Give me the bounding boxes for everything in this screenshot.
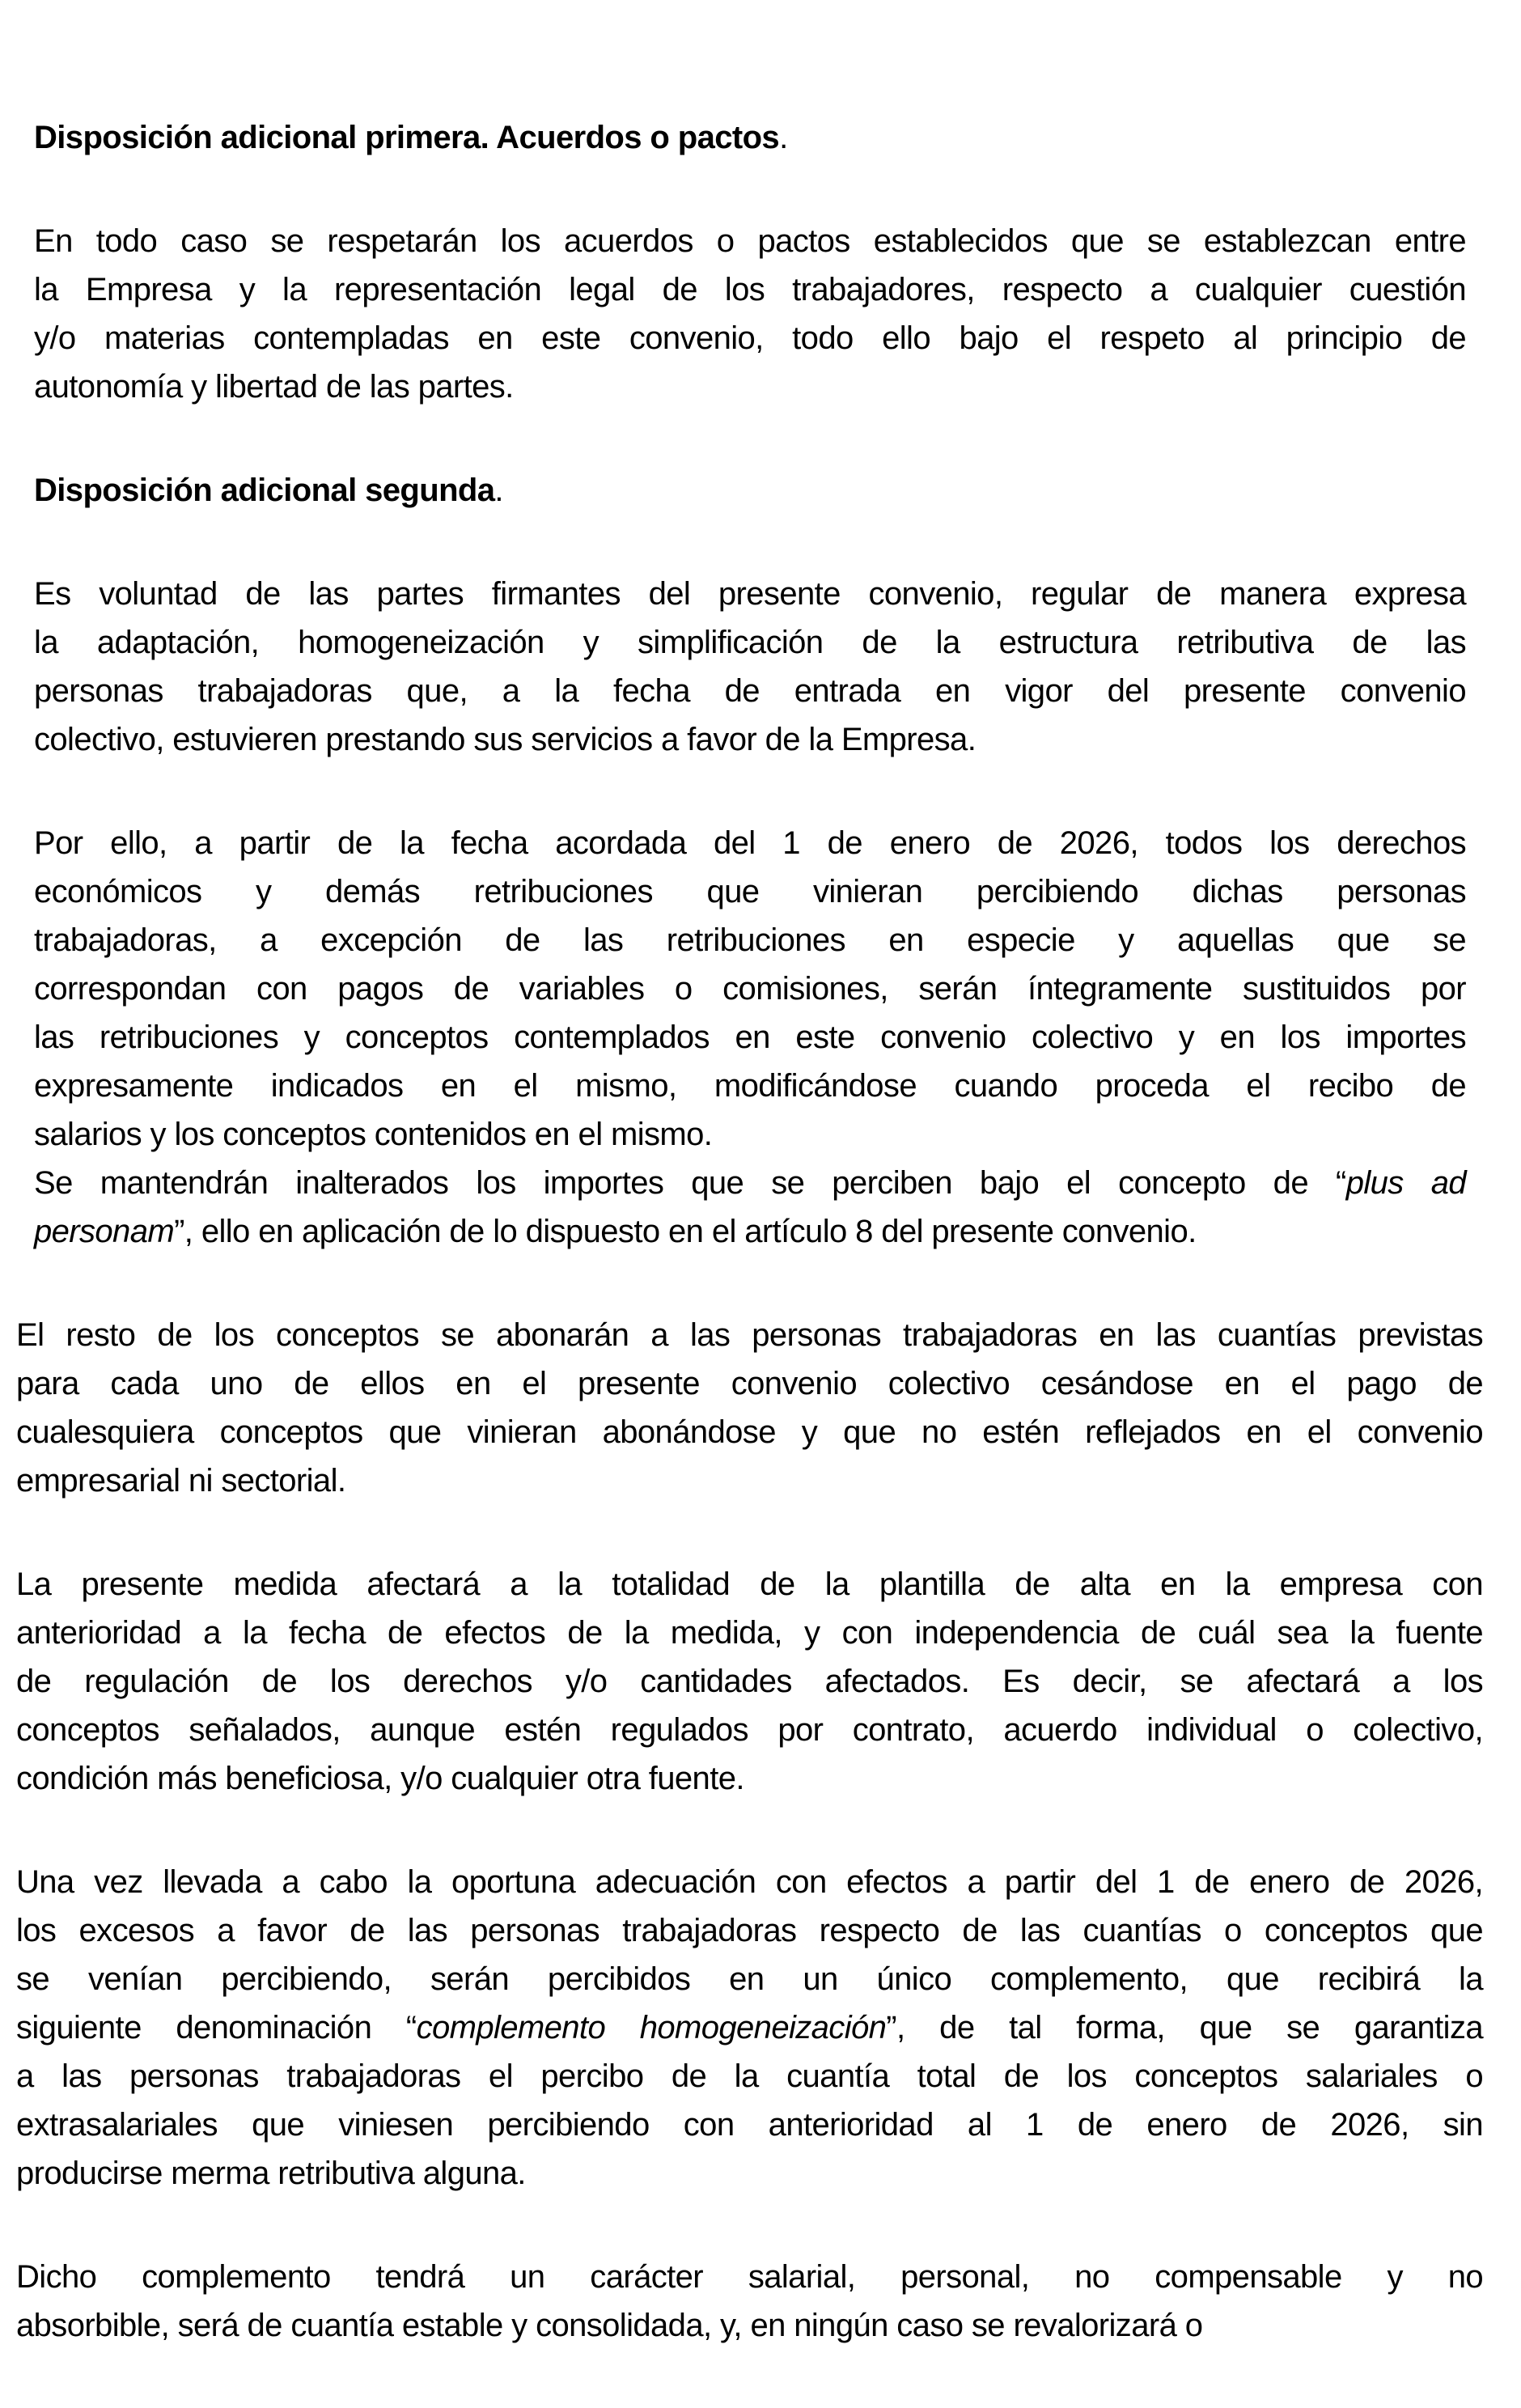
text-line xyxy=(16,2253,1483,2301)
text-segment: absorbible, será de cuantía estable y consolidada, y, en ningún caso se revalorizará o xyxy=(16,2308,1203,2343)
text-line xyxy=(34,667,1466,715)
text-segment: anterioridad a la fecha de efectos de la medida, y con independencia de cuál sea la fuente xyxy=(16,1615,1483,1651)
text-segment: siguiente denominación “ xyxy=(16,2010,417,2046)
text-line xyxy=(16,1359,1483,1408)
text-line xyxy=(16,2052,1483,2101)
text-segment: extrasalariales que viniesen percibiendo con anterioridad al 1 de enero de 2026, sin xyxy=(16,2107,1483,2143)
text-segment: producirse merma retributiva alguna. xyxy=(16,2156,526,2191)
paragraph xyxy=(34,1159,1466,1256)
text-line xyxy=(34,1013,1466,1062)
paragraph xyxy=(16,1858,1483,2198)
text-segment: se venían percibiendo, serán percibidos en un único complemento, que recibirá la xyxy=(16,1961,1483,1997)
text-segment: Disposición adicional primera. Acuerdos o pactos xyxy=(34,120,780,155)
text-segment: Dicho complemento tendrá un carácter salarial, personal, no compensable y no xyxy=(16,2259,1483,2295)
text-segment: ”, ello en aplicación de lo dispuesto en el artículo 8 del presente convenio. xyxy=(174,1214,1197,1249)
paragraph xyxy=(34,819,1466,1159)
text-segment: Por ello, a partir de la fecha acordada del 1 de enero de 2026, todos los derechos xyxy=(34,825,1466,861)
section-heading xyxy=(34,113,1466,162)
text-line xyxy=(34,715,1466,764)
text-segment: las retribuciones y conceptos contemplados en este convenio colectivo y en los importes xyxy=(34,1020,1466,1055)
text-line xyxy=(34,618,1466,667)
text-line xyxy=(34,1207,1466,1256)
text-segment: empresarial ni sectorial. xyxy=(16,1463,346,1499)
text-segment: Una vez llevada a cabo la oportuna adecuación con efectos a partir del 1 de enero de 2026, xyxy=(16,1864,1483,1900)
text-line xyxy=(16,1754,1483,1803)
text-segment: . xyxy=(494,473,503,508)
text-line xyxy=(34,819,1466,867)
text-line xyxy=(16,1657,1483,1706)
text-line xyxy=(16,1408,1483,1456)
text-line xyxy=(34,964,1466,1013)
text-segment: . xyxy=(779,120,788,155)
text-line xyxy=(16,2101,1483,2149)
text-segment: a las personas trabajadoras el percibo de la cuantía total de los conceptos salariales o xyxy=(16,2058,1483,2094)
paragraph xyxy=(34,217,1466,411)
text-segment: trabajadoras, a excepción de las retribuciones en especie y aquellas que se xyxy=(34,922,1466,958)
text-segment: la adaptación, homogeneización y simplificación de la estructura retributiva de las xyxy=(34,625,1466,660)
text-segment: En todo caso se respetarán los acuerdos o pactos establecidos que se establezcan entre xyxy=(34,223,1466,259)
text-segment: los excesos a favor de las personas trabajadoras respecto de las cuantías o conceptos que xyxy=(16,1913,1483,1948)
text-line xyxy=(16,2003,1483,2052)
text-segment: personas trabajadoras que, a la fecha de entrada en vigor del presente convenio xyxy=(34,673,1466,709)
text-line xyxy=(34,867,1466,916)
text-segment: Disposición adicional segunda xyxy=(34,473,495,508)
paragraph xyxy=(16,1311,1483,1505)
text-line xyxy=(34,916,1466,964)
paragraph xyxy=(16,1560,1483,1803)
text-line xyxy=(34,1062,1466,1110)
section-heading xyxy=(34,466,1466,515)
text-segment: de regulación de los derechos y/o cantidades afectados. Es decir, se afectará a los xyxy=(16,1664,1483,1699)
text-line xyxy=(16,1456,1483,1505)
text-line xyxy=(16,1955,1483,2003)
text-segment: económicos y demás retribuciones que vinieran percibiendo dichas personas xyxy=(34,874,1466,909)
text-line xyxy=(16,1706,1483,1754)
text-line xyxy=(34,1159,1466,1207)
text-line xyxy=(34,362,1466,411)
paragraph xyxy=(16,2253,1483,2350)
text-line xyxy=(34,265,1466,314)
text-segment: correspondan con pagos de variables o comisiones, serán íntegramente sustituidos por xyxy=(34,971,1466,1007)
text-segment: El resto de los conceptos se abonarán a las personas trabajadoras en las cuantías previstas xyxy=(16,1317,1483,1353)
text-line xyxy=(16,1560,1483,1609)
text-segment: Se mantendrán inalterados los importes que se perciben bajo el concepto de “ xyxy=(34,1165,1346,1201)
paragraph xyxy=(34,570,1466,764)
text-line xyxy=(34,217,1466,265)
text-segment: cualesquiera conceptos que vinieran abonándose y que no estén reflejados en el convenio xyxy=(16,1414,1483,1450)
text-segment: conceptos señalados, aunque estén regulados por contrato, acuerdo individual o colectivo, xyxy=(16,1712,1483,1748)
text-segment: colectivo, estuvieren prestando sus servicios a favor de la Empresa. xyxy=(34,722,977,757)
text-line xyxy=(34,314,1466,362)
text-segment: La presente medida afectará a la totalidad de la plantilla de alta en la empresa con xyxy=(16,1566,1483,1602)
text-segment: la Empresa y la representación legal de los trabajadores, respecto a cualquier cuestión xyxy=(34,272,1466,307)
text-line xyxy=(16,1906,1483,1955)
text-segment: y/o materias contempladas en este convenio, todo ello bajo el respeto al principio de xyxy=(34,320,1466,356)
text-segment: condición más beneficiosa, y/o cualquier otra fuente. xyxy=(16,1761,744,1796)
text-line xyxy=(16,2149,1483,2198)
text-segment: autonomía y libertad de las partes. xyxy=(34,369,514,405)
text-line xyxy=(34,113,1466,162)
text-line xyxy=(16,2301,1483,2350)
text-line xyxy=(16,1858,1483,1906)
text-line xyxy=(16,1311,1483,1359)
text-segment: ”, de tal forma, que se garantiza xyxy=(886,2010,1483,2046)
text-segment: expresamente indicados en el mismo, modificándose cuando proceda el recibo de xyxy=(34,1068,1466,1104)
text-segment: Es voluntad de las partes firmantes del presente convenio, regular de manera expresa xyxy=(34,576,1466,612)
text-line xyxy=(16,1609,1483,1657)
text-segment: plus ad xyxy=(1345,1165,1466,1201)
text-segment: para cada uno de ellos en el presente convenio colectivo cesándose en el pago de xyxy=(16,1366,1483,1401)
text-line xyxy=(34,466,1466,515)
text-line xyxy=(34,1110,1466,1159)
text-segment: salarios y los conceptos contenidos en el mismo. xyxy=(34,1117,713,1152)
text-segment: personam xyxy=(34,1214,175,1249)
text-line xyxy=(34,570,1466,618)
text-segment: complemento homogeneización xyxy=(416,2010,887,2046)
